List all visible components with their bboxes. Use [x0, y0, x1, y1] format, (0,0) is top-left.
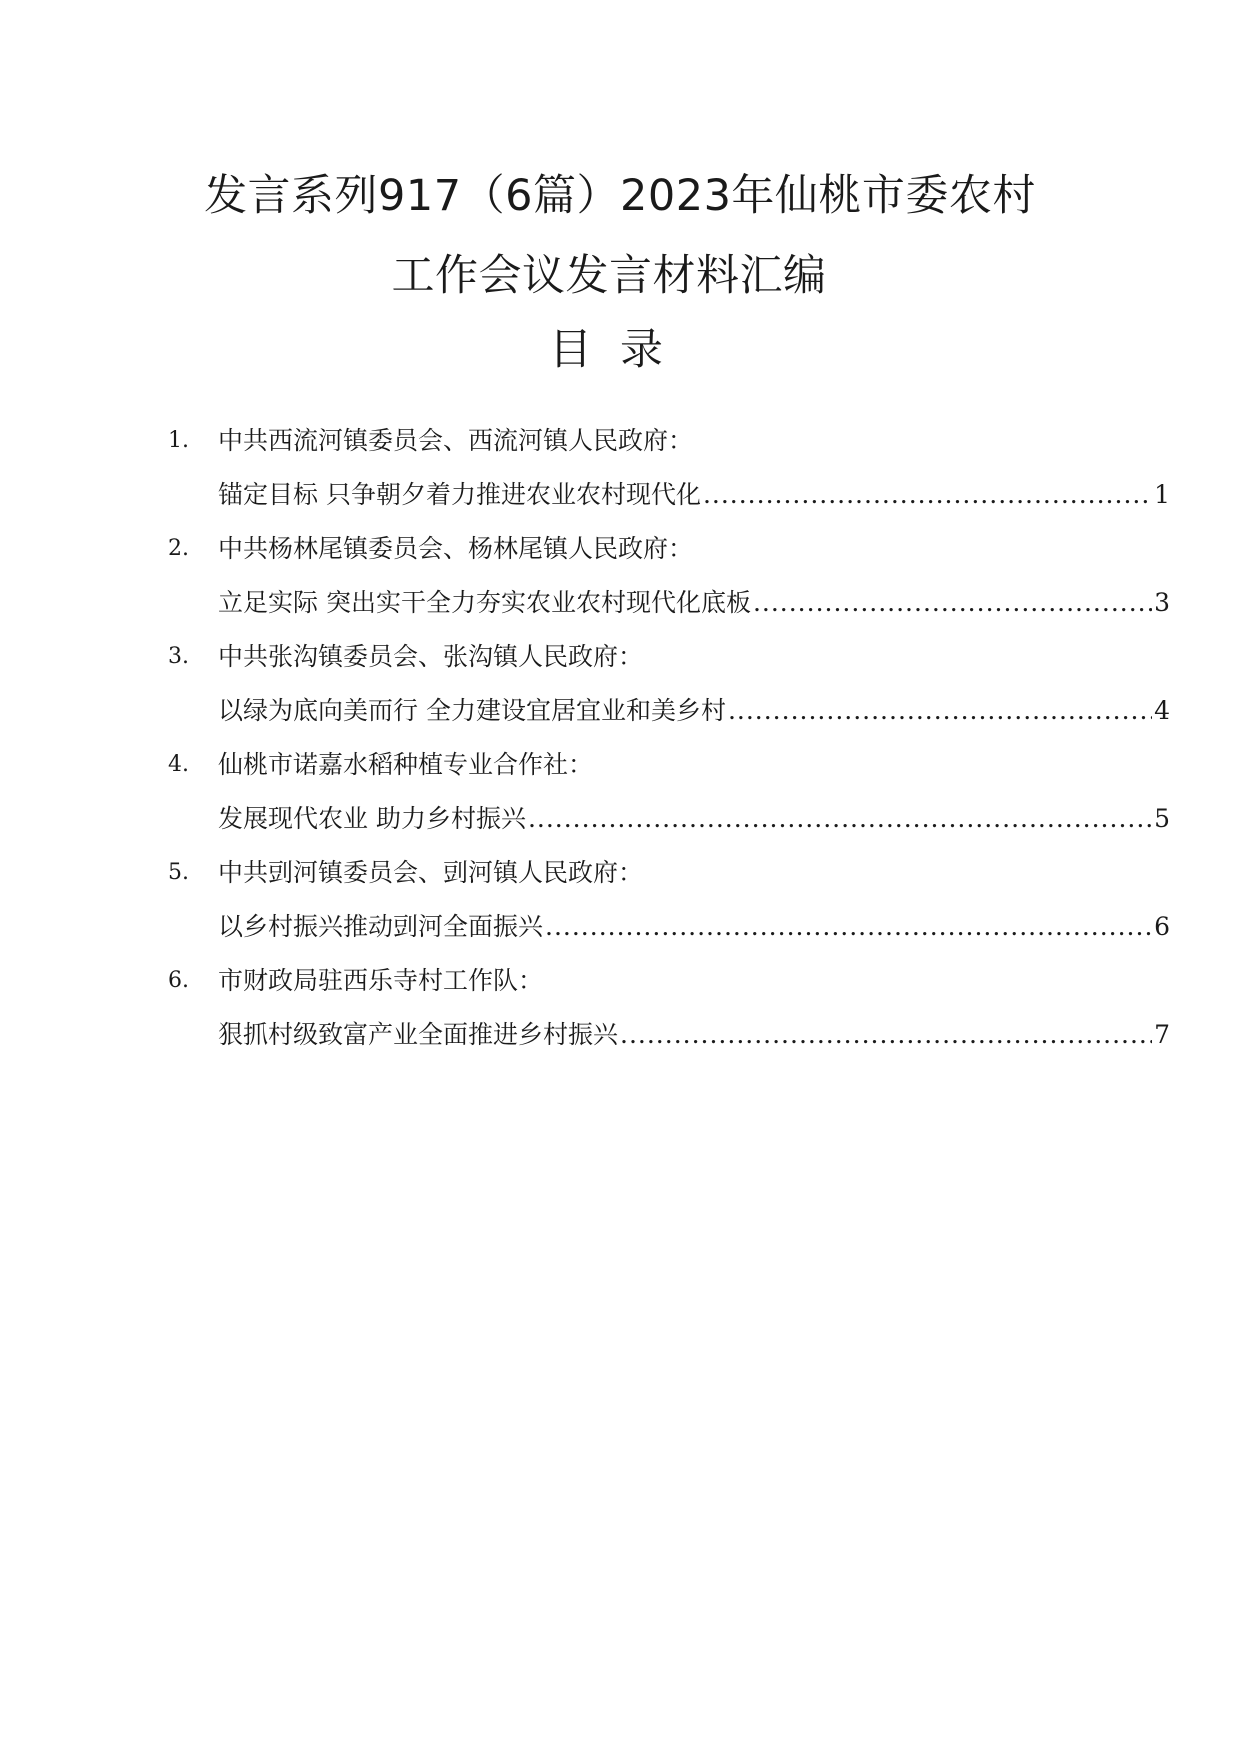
toc-item-organization: 仙桃市诺嘉水稻种植专业合作社： [218, 750, 594, 779]
toc-item-title[interactable]: 立足实际 突出实干全力夯实农业农村现代化底板 [218, 588, 751, 617]
table-of-contents [168, 414, 1170, 1062]
dot-leader [528, 792, 1152, 846]
document-title [0, 156, 1240, 316]
toc-item-page-number[interactable]: 3 [1154, 588, 1170, 617]
toc-item-2 [168, 522, 1170, 630]
toc-entry-link[interactable] [218, 900, 1170, 954]
toc-item-1 [168, 414, 1170, 522]
dot-leader [753, 576, 1152, 630]
dot-leader [545, 900, 1152, 954]
toc-item-organization: 市财政局驻西乐寺村工作队： [218, 966, 544, 995]
toc-item-organization: 中共杨林尾镇委员会、杨林尾镇人民政府： [218, 534, 694, 563]
toc-item-organization: 中共张沟镇委员会、张沟镇人民政府： [218, 642, 644, 671]
dot-leader [620, 1008, 1152, 1062]
toc-item-title[interactable]: 以绿为底向美而行 全力建设宜居宜业和美乡村 [218, 696, 726, 725]
dot-leader [728, 684, 1152, 738]
toc-item-title[interactable]: 以乡村振兴推动剅河全面振兴 [218, 912, 544, 941]
toc-item-title[interactable]: 锚定目标 只争朝夕着力推进农业农村现代化 [218, 480, 701, 509]
toc-entry-link[interactable] [218, 684, 1170, 738]
title-line-1: 发言系列917（6篇）2023年仙桃市委农村 [204, 171, 1036, 221]
toc-item-number: 4. [168, 752, 189, 777]
toc-item-organization: 中共剅河镇委员会、剅河镇人民政府： [218, 858, 644, 887]
toc-item-page-number[interactable]: 6 [1154, 912, 1170, 941]
toc-item-number: 3. [168, 644, 189, 669]
toc-item-page-number[interactable]: 4 [1154, 696, 1170, 725]
dot-leader [703, 468, 1152, 522]
toc-item-page-number[interactable]: 1 [1154, 480, 1170, 509]
toc-item-page-number[interactable]: 5 [1154, 804, 1170, 833]
toc-item-3 [168, 630, 1170, 738]
toc-item-number: 5. [168, 860, 189, 885]
toc-item-title[interactable]: 发展现代农业 助力乡村振兴 [218, 804, 526, 833]
toc-entry-link[interactable] [218, 792, 1170, 846]
toc-item-organization: 中共西流河镇委员会、西流河镇人民政府： [218, 426, 694, 455]
toc-item-number: 6. [168, 968, 189, 993]
toc-entry-link[interactable] [218, 468, 1170, 522]
toc-entry-link[interactable] [218, 576, 1170, 630]
toc-item-number: 2. [168, 536, 189, 561]
toc-item-page-number[interactable]: 7 [1154, 1020, 1170, 1049]
toc-item-title[interactable]: 狠抓村级致富产业全面推进乡村振兴 [218, 1020, 619, 1049]
toc-heading: 目录 [549, 325, 691, 375]
toc-item-6 [168, 954, 1170, 1062]
toc-item-4 [168, 738, 1170, 846]
toc-item-number: 1. [168, 428, 189, 453]
toc-item-5 [168, 846, 1170, 954]
title-line-2: 工作会议发言材料汇编 [391, 251, 827, 301]
toc-entry-link[interactable] [218, 1008, 1170, 1062]
